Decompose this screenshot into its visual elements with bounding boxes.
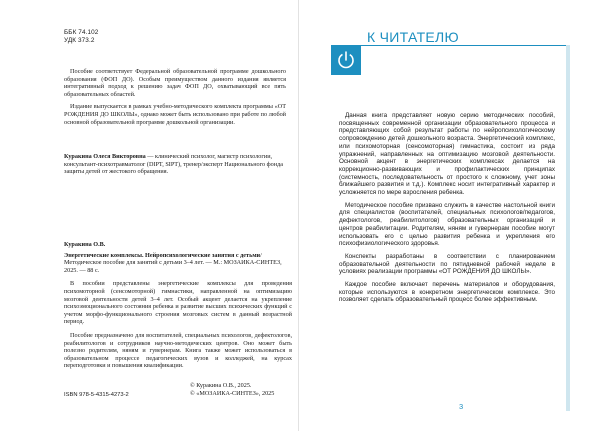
copyright-block xyxy=(190,382,274,398)
reader-paragraph-4: Каждое пособие включает перечень материалов и оборудования, которые используются в конкретном энергетическом комплексе. Это позволяет сделать образовательный процесс более эффективным. xyxy=(339,281,555,304)
bib-paragraph-2: Пособие предназначено для воспитателей, специальных психологов, дефектологов, реабилитологов и сотрудников научно-методических центров. Оно может быть полезно родителям, няням и гувернерам. Книга также может использоваться в образовательном процессе педагогических вузов и колледжей, на курсах переподготовки и повышения квалификации. xyxy=(64,331,292,370)
about-block xyxy=(64,68,286,131)
edge-accent-bar xyxy=(566,45,570,411)
chapter-badge xyxy=(331,45,361,75)
about-paragraph-1: Пособие соответствует Федеральной образовательной программе дошкольного образования (ФОП ДО). Особым преимуществом данного издания является интегративный подход к решению задач ФОП ДО, охватывающий все пять образовательных областей. xyxy=(64,68,286,98)
bib-author: Куракина О.В. xyxy=(64,241,106,248)
author-bio xyxy=(64,153,289,176)
left-page xyxy=(0,0,299,431)
author-bio-text: — клинический психолог, магистр психологии, консультант-психотравматолог (DIPT, SIPT), тренер/эксперт Национального фонда защиты детей от жестокого обращения. xyxy=(64,153,283,176)
bib-record-text: /Методическое пособие для занятий с детьми 3–4 лет. — М.: МОЗАИКА-СИНТЕЗ, 2025. — 88 с. xyxy=(64,251,282,274)
udk-code: УДК 373.2 xyxy=(64,37,95,45)
copyright-line-publisher: © «МОЗАИКА-СИНТЕЗ», 2025 xyxy=(190,390,275,397)
author-name: Куракина Олеся Викторовна xyxy=(64,153,146,160)
page-number: 3 xyxy=(459,402,464,411)
isbn: ISBN 978-5-4315-4273-2 xyxy=(64,392,129,398)
reader-text xyxy=(339,112,555,309)
reader-paragraph-2: Методическое пособие призвано служить в качестве настольной книги для специалистов (воспитателей, специальных психологов/педагогов, дефектологов, реабилитологов) образовательных организаций и центров реабилитации. Родителям, няням и гувернерам пособие могут использовать его с целью развития ребенка и укрепления его психофизиологического здоровья. xyxy=(339,201,555,248)
author-bio-paragraph xyxy=(64,153,289,176)
bib-title: Энергетические комплексы. Нейропсихологические занятия с детьми xyxy=(64,251,261,259)
classification-codes xyxy=(64,29,98,45)
bbk-code: ББК 74.102 xyxy=(64,29,99,36)
bibliographic-record xyxy=(64,241,292,376)
header-rule xyxy=(361,45,566,46)
about-paragraph-2: Издание выпускается в рамках учебно-методического комплекта программы «ОТ РОЖДЕНИЯ ДО ШКОЛЫ», однако может быть использовано при работе по любой основной образовательной программе дошкольной организации. xyxy=(64,103,286,126)
bib-paragraph-1: В пособии представлены энергетические комплексы для проведения психомоторной (сенсомоторной) гимнастики, направленной на оптимизацию мозговой деятельности детей 3–4 лет. Особый акцент делается на укрепление психоэмоционального состояния ребенка и развитие высших психических функций с учетом морфо-функционального строения мозговых систем в данный возрастной период. xyxy=(64,280,292,326)
reader-paragraph-3: Конспекты разработаны в соответствии с планированием образовательной деятельности по пятидневной рабочей неделе в условиях реализации программы «ОТ РОЖДЕНИЯ ДО ШКОЛЫ». xyxy=(339,252,555,276)
power-icon xyxy=(331,45,361,75)
reader-paragraph-1: Данная книга представляет новую серию методических пособий, посвященных современной организации образовательного процесса и представляющих собой результат работы по нейропсихологическому сопровождению детей дошкольного возраста. Энергетический комплекс, или психомоторная (сенсомоторная) гимнастика, состоит из ряда упражнений, направленных на оптимизацию мозговой деятельности. Основной акцент в энергетических комплексах делается на коррекционно-развивающих и профилактических принципах (системность, последовательность от простого к сложному, учет зоны ближайшего развития и т.д.). Комплекс носит интегративный характер и усложняется по мере взросления ребенка. xyxy=(339,112,555,197)
copyright-line-author: © Куракина О.В., 2025. xyxy=(190,382,252,389)
chapter-title: К ЧИТАТЕЛЮ xyxy=(367,29,459,45)
bib-record xyxy=(64,252,292,275)
